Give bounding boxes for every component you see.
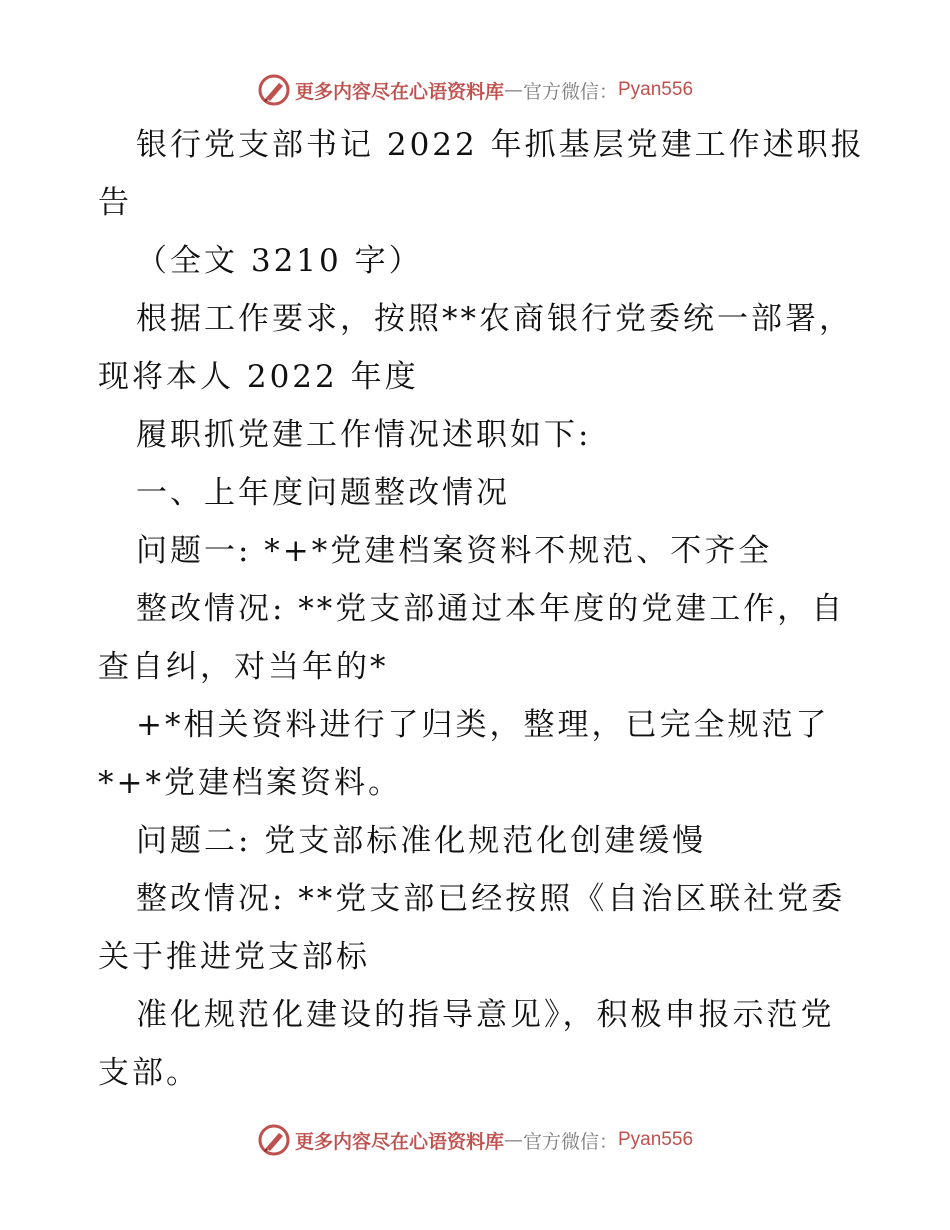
footer-watermark [0, 1120, 950, 1160]
doc-section-heading: 一、上年度问题整改情况 [136, 475, 510, 511]
watermark-wechat-label: 官方微信： [522, 80, 618, 103]
doc-paragraph-line: *+*党建档案资料。 [98, 765, 402, 801]
doc-paragraph-line: 支部。 [98, 1055, 200, 1091]
doc-paragraph-line: 问题二: 党支部标准化规范化创建缓慢 [136, 823, 707, 859]
watermark-wechat-id: Pyan556 [618, 79, 694, 100]
watermark-wechat-id: Pyan556 [618, 1129, 694, 1150]
doc-paragraph-line: 履职抓党建工作情况述职如下: [136, 417, 592, 453]
doc-paragraph-line: +*相关资料进行了归类，整理，已完全规范了 [136, 707, 830, 743]
doc-paragraph-line: 整改情况: **党支部通过本年度的党建工作，自 [136, 591, 846, 627]
doc-paragraph-line: 问题一: *+*党建档案资料不规范、不齐全 [136, 533, 773, 569]
header-watermark [0, 70, 950, 110]
watermark-site-name: 更多内容尽在心语资料库 [294, 80, 504, 103]
doc-paragraph-line: 整改情况: **党支部已经按照《自治区联社党委 [136, 881, 846, 917]
watermark-dash: — [503, 79, 523, 101]
doc-title-line-2: 告 [98, 185, 132, 221]
watermark-wechat-label: 官方微信： [522, 1130, 618, 1153]
doc-paragraph-line: 查自纠，对当年的* [98, 649, 389, 685]
watermark-site-name: 更多内容尽在心语资料库 [294, 1130, 504, 1153]
doc-paragraph-line: 关于推进党支部标 [98, 939, 370, 975]
pen-logo-icon [257, 73, 291, 107]
pen-logo-icon [257, 1123, 291, 1157]
doc-word-count: （全文 3210 字） [136, 243, 423, 279]
watermark-dash: — [503, 1129, 523, 1151]
doc-paragraph-line: 根据工作要求，按照**农商银行党委统一部署， [136, 301, 853, 337]
doc-title-line-1: 银行党支部书记 2022 年抓基层党建工作述职报 [136, 127, 865, 163]
doc-paragraph-line: 现将本人 2022 年度 [98, 359, 419, 395]
doc-paragraph-line: 准化规范化建设的指导意见》，积极申报示范党 [136, 997, 835, 1033]
